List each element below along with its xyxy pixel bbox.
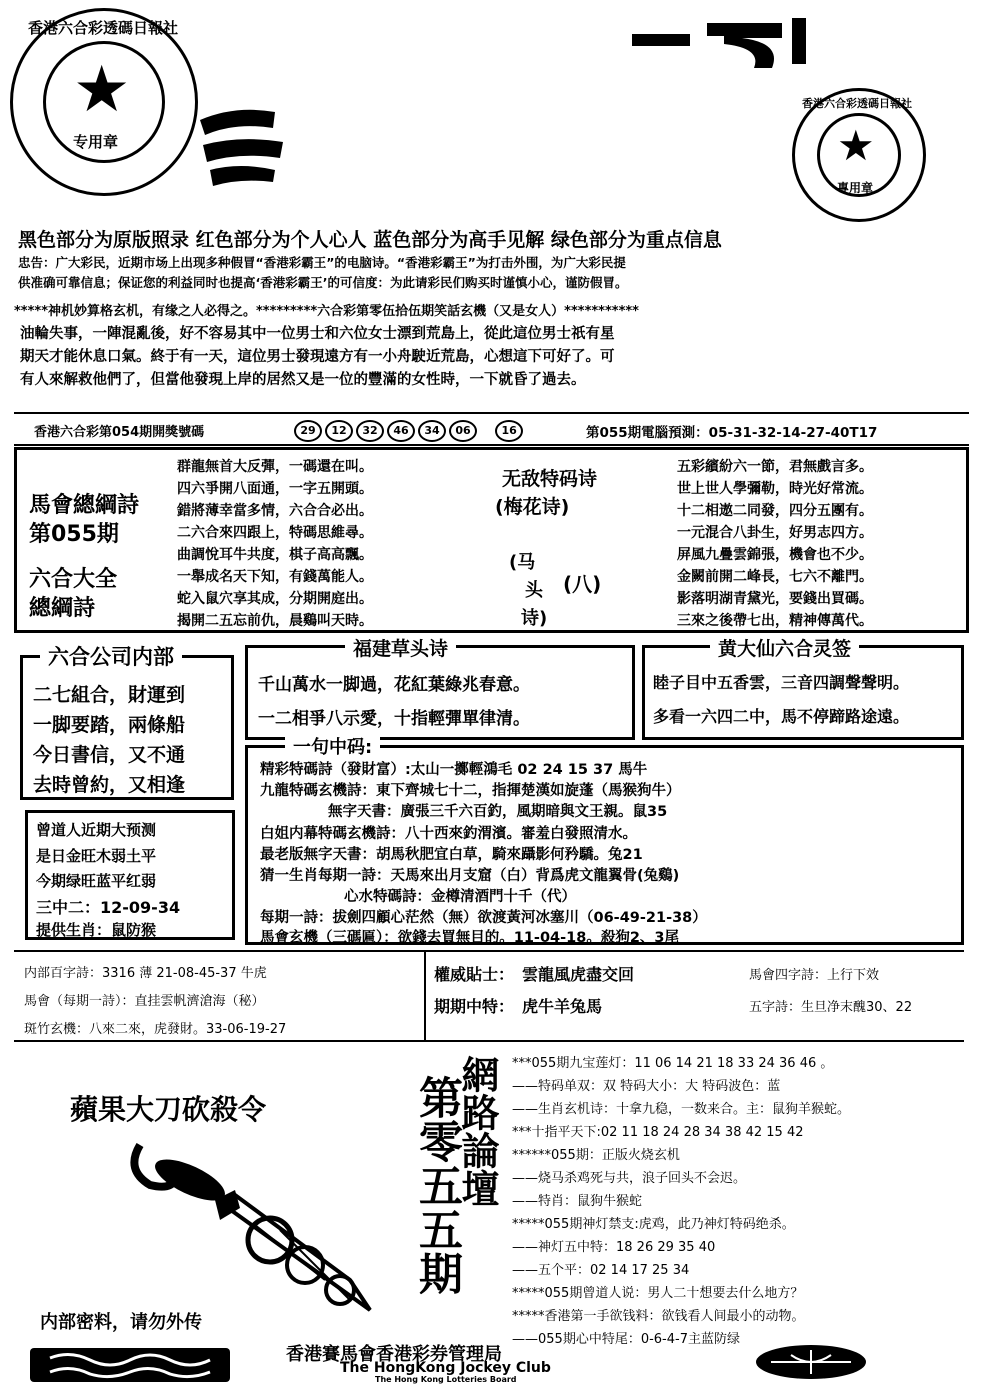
- mid-eight: (八): [563, 572, 602, 596]
- apple-title: 蘋果大刀砍殺令: [70, 1093, 267, 1126]
- yiju-line: 無字天書：廣張三千六百釣，風期暗與文王親。鼠35: [328, 804, 668, 820]
- joke-line3: 有人來解救他們了，但當他發現上岸的居然又是一位的豐滿的女性時，一下就昏了過去。: [20, 372, 586, 388]
- zeng-box: [25, 810, 235, 940]
- forum-line: ***十指平天下:02 11 18 24 28 34 38 42 15 42: [512, 1125, 804, 1140]
- poem-right-line: 影落明湖青黛光，要錢出買碼。: [677, 591, 873, 607]
- fujian-line1: 千山萬水一脚過，花紅葉綠兆春意。: [258, 675, 530, 695]
- forum-line: ——特肖：鼠狗牛猴蛇: [512, 1194, 643, 1209]
- poem-left-line: 錯將薄幸當多情，六合合必出。: [177, 503, 373, 519]
- joke-line2: 期天才能休息口氣。終于有一天，這位男士發現遠方有一小舟駛近荒島，心想這下可好了。可: [20, 349, 615, 365]
- poem-title-3: 六合大全: [29, 567, 118, 592]
- company-line: 今日書信，又不通: [33, 744, 186, 766]
- draw-label: 香港六合彩第054期開獎號碼: [34, 425, 205, 440]
- yiju-line: 最老版無字天書：胡馬秋肥宜白草，騎來躡影何矜驕。兔21: [260, 847, 643, 863]
- mid-horse-1: (马: [509, 552, 536, 573]
- poem-right-line: 三來之後帶七出，精神傳萬代。: [677, 613, 873, 629]
- auth-extra2: 五字詩：生旦净末醜30、22: [749, 1000, 913, 1015]
- poem-left-line: 群龍無首大反彈，一碼還在叫。: [177, 459, 373, 475]
- company-line: 一脚要踏，兩條船: [33, 714, 186, 736]
- footer-left-logo: [30, 1348, 230, 1382]
- seal-left: [10, 8, 198, 196]
- inner-divider: [424, 952, 426, 1040]
- poem-right-line: 金闕前開二峰長，七六不離門。: [677, 569, 873, 585]
- zeng-line4: 提供生肖：鼠防猴: [36, 921, 157, 939]
- huang-line1: 睦子目中五香雲，三音四調聲聲明。: [653, 673, 910, 692]
- seal-right-text: 香港六合彩透碼日報社: [802, 97, 912, 110]
- poem-box: [14, 447, 969, 633]
- inner-box: [14, 950, 964, 1042]
- huang-title: 黄大仙六合灵签: [710, 634, 859, 661]
- poem-right-line: 十二相遨二同發，四分五團有。: [677, 503, 873, 519]
- poem-right-line: 屏風九疊雲錦張，機會也不少。: [677, 547, 873, 563]
- notice-line1: 忠告：广大彩民，近期市场上出现多种假冒“香港彩霸王”的电脑诗。“香港彩霸王”为打击外围，为广大彩民提: [18, 255, 626, 270]
- fujian-line2: 一二相爭八示愛，十指輕彈單律清。: [258, 709, 530, 729]
- poem-right-line: 世上世人學彌勒，時光好常流。: [677, 481, 873, 497]
- poem-left-line: 二六合來四跟上，特碼思維尋。: [177, 525, 373, 541]
- footer-right-logo: [756, 1345, 866, 1379]
- ball-3: 32: [356, 420, 384, 442]
- ball-2: 12: [325, 420, 353, 442]
- yiju-line: 白姐内幕特碼玄機詩：八十西來釣渭濱。審羞白發照清水。: [260, 826, 637, 842]
- yiju-line: 馬會玄機（三碼匾）：欲錢去買無目的。11-04-18。殺狗2、3尾: [260, 930, 679, 946]
- poem-left-line: 揭開二五忘前仇，晨鷄叫天時。: [177, 613, 373, 629]
- auth-value2: 虎牛羊兔馬: [522, 997, 603, 1016]
- seal-right: [792, 88, 926, 222]
- ball-6: 06: [449, 420, 477, 442]
- zeng-line1: 是日金旺木弱土平: [36, 847, 157, 865]
- poem-left-line: 曲調悅耳牛共度，棋子高高飄。: [177, 547, 373, 563]
- vertical-forum-title: 網路論壇: [455, 1055, 499, 1207]
- yiju-line: 每期一詩：拔劍四顧心茫然（無）欲渡黃河冰塞川（06-49-21-38）: [260, 910, 707, 926]
- forum-line: ——生肖玄机诗：十拿九稳，一数来合。主：鼠狗羊猴蛇。: [512, 1102, 851, 1117]
- seal-right-bottom: 專用章: [837, 181, 874, 195]
- ball-5: 34: [418, 420, 446, 442]
- company-box: [20, 655, 234, 800]
- zeng-line3: 三中二：12-09-34: [36, 898, 181, 917]
- footer-en2: The Hong Kong Lotteries Board: [375, 1375, 517, 1384]
- color-legend: 黑色部分为原版照录 红色部分为个人心人 蓝色部分为高手见解 绿色部分为重点信息: [18, 229, 722, 251]
- poem-right-line: 五彩繽紛六一節，君無戲言多。: [677, 459, 873, 475]
- forum-line: ——烧马杀鸡死与共，浪子回头不会迟。: [512, 1171, 747, 1186]
- vertical-issue-title: 第零五五期: [411, 1075, 462, 1295]
- mid-title-1: 无敌特码诗: [502, 468, 598, 490]
- ball-4: 46: [387, 420, 415, 442]
- seal-left-text: 香港六合彩透碼日報社: [27, 19, 178, 37]
- fujian-title: 福建草头诗: [345, 634, 456, 661]
- poem-title-1: 馬會總綱詩: [29, 493, 140, 518]
- company-line: 去時曾約，又相逢: [33, 774, 186, 796]
- poem-title-4: 總綱詩: [29, 596, 96, 621]
- mid-horse-2: 头: [525, 580, 543, 601]
- inner-line1: 内部百字詩：3316 薄 21-08-45-37 牛虎: [24, 966, 267, 981]
- yiju-box: [245, 745, 964, 945]
- poem-left-line: 蛇入鼠穴享其成，分期開庭出。: [177, 591, 373, 607]
- forum-line: ——神灯五中特：18 26 29 35 40: [512, 1240, 716, 1255]
- inner-line3: 斑竹玄機：八來二來，虎發財。33-06-19-27: [24, 1022, 287, 1037]
- draw-prediction: 第055期電腦預測：05-31-32-14-27-40T17: [586, 425, 878, 441]
- zeng-title: 曾道人近期大预测: [36, 821, 157, 839]
- joke-line1: 油輪失事，一陣混亂後，好不容易其中一位男士和六位女士漂到荒島上，從此這位男士祇有星: [20, 326, 615, 342]
- apple-note: 内部密料，请勿外传: [40, 1312, 202, 1333]
- footer-chinese: 香港賽馬會香港彩券管理局: [286, 1344, 502, 1365]
- notice-line2: 供准确可靠信息；保证您的利益同时也提高‘香港彩霸王’的可信度：为此请彩民们购买时谨慎小心，谨防假冒。: [18, 275, 628, 290]
- forum-line: ——055期心中特尾：0-6-4-7主蓝防绿: [512, 1332, 740, 1347]
- seal-right-star: ★: [837, 121, 875, 170]
- seal-left-star: ★: [73, 53, 131, 127]
- forum-line: ——五个平：02 14 17 25 34: [512, 1263, 690, 1278]
- forum-line: *****055期曾道人说：男人二十想要去什么地方？: [512, 1286, 804, 1301]
- yiju-line: 九龍特碼玄機詩：東下齊城七十二，指揮楚漢如旋蓬（馬猴狗牛）: [260, 783, 681, 799]
- forum-line: ***055期九宝莲灯：11 06 14 21 18 33 24 36 46 。: [512, 1056, 834, 1071]
- forum-line: *****香港第一手欲钱料：欲钱看人间最小的动物。: [512, 1309, 805, 1324]
- yiju-line: 猜一生肖每期一詩：天馬來出月支窟（白）背爲虎文龍翼骨(兔鷄): [260, 868, 680, 884]
- forum-line: ——特码单双：双 特码大小：大 特码波色：蓝: [512, 1079, 781, 1094]
- brush-decoration: [195, 100, 290, 190]
- poem-left-line: 一舉成名天下知，有錢萬能人。: [177, 569, 373, 585]
- joke-title: *****神机妙算格玄机，有缘之人必得之。*********六合彩第零伍拾伍期笑話玄機（又是女人）***********: [14, 304, 639, 319]
- poem-left-line: 四六爭開八面通，一字五開頭。: [177, 481, 373, 497]
- auth-label1: 權威貼士：: [434, 965, 515, 984]
- auth-extra1: 馬會四字詩：上行下效: [749, 968, 880, 983]
- inner-line2: 馬會（每期一詩）：直挂雲帆濟滄海（秘）: [24, 994, 265, 1009]
- footer-en1: The HongKong Jockey Club: [340, 1360, 551, 1376]
- mid-horse-3: 诗): [521, 608, 548, 629]
- ball-special: 16: [495, 420, 523, 442]
- yiju-title: 一句中码:: [285, 733, 380, 759]
- forum-line: *****055期神灯禁支:虎鸡，此乃神灯特码绝杀。: [512, 1217, 795, 1232]
- company-line: 二七組合，財運到: [33, 684, 186, 706]
- knife-illustration: [120, 1130, 380, 1320]
- poem-right-line: 一元混合八卦生，好男志四方。: [677, 525, 873, 541]
- zeng-line2: 今期绿旺蓝平红弱: [36, 872, 157, 890]
- mid-title-2: (梅花诗): [495, 496, 570, 518]
- auth-value1: 雲龍風虎盡交回: [522, 965, 635, 984]
- auth-label2: 期期中特：: [434, 997, 515, 1016]
- company-title: 六合公司内部: [40, 641, 182, 671]
- seal-left-bottom: 专用章: [73, 133, 119, 151]
- yiju-line: 精彩特碼詩（發財富）:太山一擲輕鴻毛 02 24 15 37 馬牛: [260, 762, 648, 778]
- draw-row: [14, 412, 969, 446]
- huang-line2: 多看一六四二中，馬不停蹄路途遠。: [653, 707, 910, 726]
- forum-line: ******055期：正版火烧玄机: [512, 1148, 680, 1163]
- draw-balls: [294, 419, 526, 442]
- poem-title-2: 第055期: [29, 522, 119, 547]
- ball-1: 29: [294, 420, 322, 442]
- yiju-line: 心水特碼詩：金樽清酒門十千（代）: [344, 889, 576, 905]
- top-logo-mark: [632, 8, 812, 78]
